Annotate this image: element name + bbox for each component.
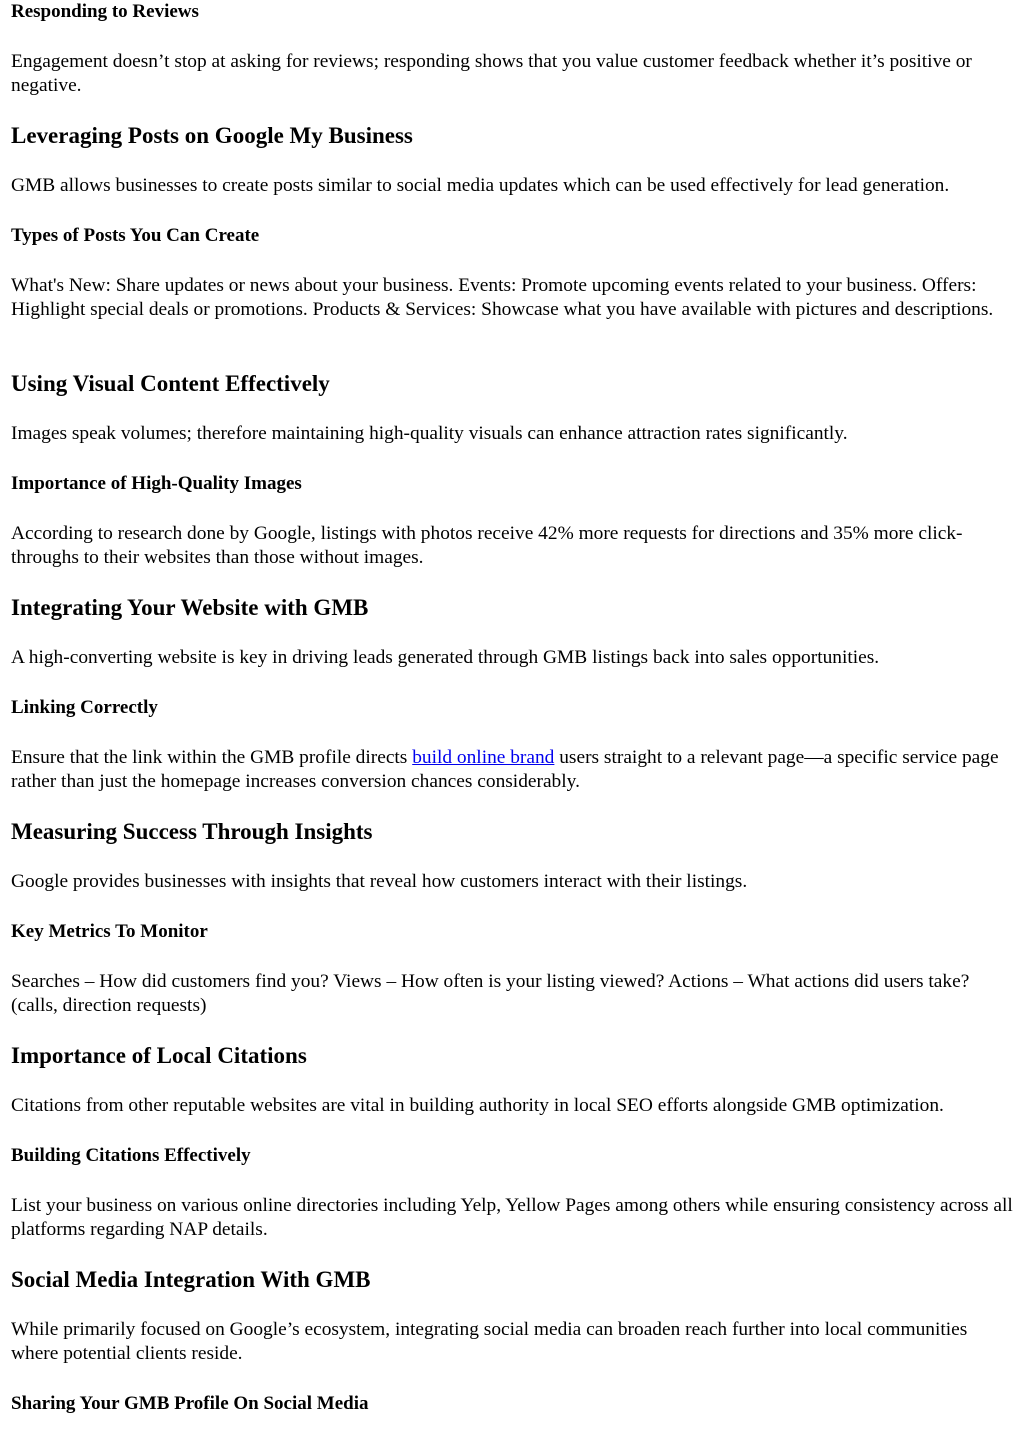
paragraph-types-of-posts: What's New: Share updates or news about your business. Events: Promote upcoming events related to your business. Offers: Highlight special deals or promotions. Products & Services: Showcase what you have available with pictures and descriptions.: [11, 275, 994, 320]
paragraph-visual: Images speak volumes; therefore maintaining high-quality visuals can enhance attraction rates significantly.: [11, 423, 848, 444]
heading-high-quality-images: Importance of High-Quality Images: [11, 473, 302, 494]
heading-social-media: Social Media Integration With GMB: [11, 1267, 371, 1292]
heading-types-of-posts: Types of Posts You Can Create: [11, 225, 260, 246]
linking-text-after: users straight to a relevant page—a specific service page rather than just the homepage increases conversion chances considerably.: [11, 747, 999, 792]
heading-responding-to-reviews: Responding to Reviews: [11, 1, 199, 22]
heading-measuring-success: Measuring Success Through Insights: [11, 819, 373, 844]
paragraph-building-citations: List your business on various online directories including Yelp, Yellow Pages among others while ensuring consistency across all platforms regarding NAP details.: [11, 1195, 1013, 1240]
paragraph-social-media: While primarily focused on Google’s ecosystem, integrating social media can broaden reach further into local communities where potential clients reside.: [11, 1319, 968, 1364]
paragraph-website: A high-converting website is key in driving leads generated through GMB listings back into sales opportunities.: [11, 647, 880, 668]
heading-linking-correctly: Linking Correctly: [11, 697, 158, 718]
linking-text-before: Ensure that the link within the GMB profile directs: [11, 747, 413, 768]
heading-integrating-website: Integrating Your Website with GMB: [11, 595, 369, 620]
paragraph-posts: GMB allows businesses to create posts similar to social media updates which can be used effectively for lead generation.: [11, 175, 950, 196]
paragraph-insights: Google provides businesses with insights that reveal how customers interact with their listings.: [11, 871, 748, 892]
heading-sharing-gmb-profile: Sharing Your GMB Profile On Social Media: [11, 1393, 369, 1414]
paragraph-responding: Engagement doesn’t stop at asking for reviews; responding shows that you value customer feedback whether it’s positive or negative.: [11, 51, 972, 96]
paragraph-citations: Citations from other reputable websites are vital in building authority in local SEO efforts alongside GMB optimization.: [11, 1095, 944, 1116]
paragraph-high-quality-images: According to research done by Google, listings with photos receive 42% more requests for directions and 35% more click-throughs to their websites than those without images.: [11, 523, 963, 568]
heading-local-citations: Importance of Local Citations: [11, 1043, 307, 1068]
heading-leveraging-posts: Leveraging Posts on Google My Business: [11, 123, 413, 148]
heading-building-citations: Building Citations Effectively: [11, 1145, 251, 1166]
paragraph-linking-correctly: [11, 746, 1016, 793]
paragraph-key-metrics: Searches – How did customers find you? Views – How often is your listing viewed? Actions – What actions did users take? (calls, direction requests): [11, 971, 970, 1016]
build-online-brand-link[interactable]: build online brand: [412, 747, 555, 768]
heading-key-metrics: Key Metrics To Monitor: [11, 921, 208, 942]
heading-visual-content: Using Visual Content Effectively: [11, 371, 330, 396]
